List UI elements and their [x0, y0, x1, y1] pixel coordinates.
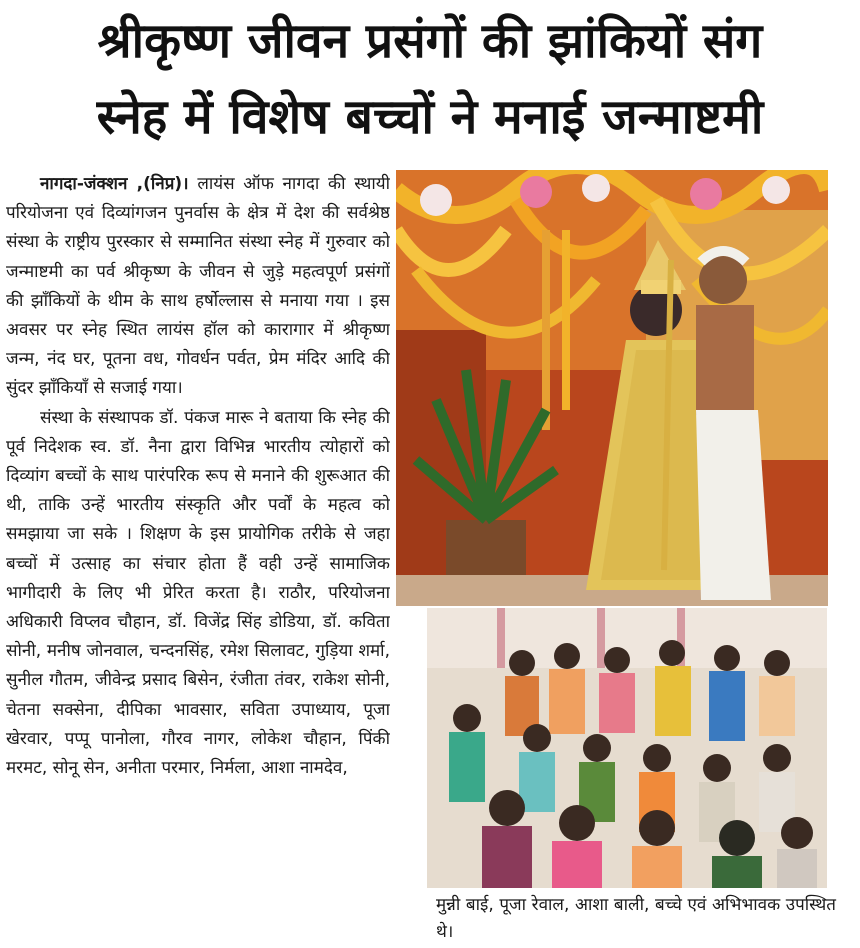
headline: [0, 0, 860, 160]
krishna-tableau-photo: [396, 170, 828, 606]
children-audience-photo: [427, 608, 827, 888]
headline-line-2: स्नेह में विशेष बच्चों ने मनाई जन्माष्टमी: [96, 89, 764, 145]
krishna-tableau-illustration: [396, 170, 828, 606]
article-paragraph-1: [6, 170, 390, 404]
children-audience-illustration: [427, 608, 827, 888]
article-paragraph-2: संस्था के संस्थापक डॉ. पंकज मारू ने बताया कि स्नेह की पूर्व निदेशक स्व. डॉ. नैना द्वारा विभिन्न भारतीय त्योहारों को दिव्यांग बच्चों के साथ पारंपरिक रूप से मनाने की शुरूआत की थी, ताकि उन्हें भारतीय संस्कृति और पर्वों के महत्व को समझाया जा सके । शिक्षण के इस प्रायोगिक तरीके से जहा बच्चों में उत्साह का संचार होता हैं वही उन्हें सामाजिक भागीदारी के लिए भी प्रेरित करता है। राठौर, परियोजना अधिकारी विप्लव चौहान, डॉ. विजेंद्र सिंह डोडिया, डॉ. कविता सोनी, मनीष जोनवाल, चन्दनसिंह, रमेश सिलावट, गुड़िया शर्मा, सुनील गौतम, जीवेन्द्र प्रसाद बिसेन, रंजीता तंवर, राकेश सोनी, चेतना सक्सेना, दीपिका भावसार, सविता उपाध्याय, पूजा खेरवार, पप्पू पानोला, गौरव नागर, लोकेश चौहान, पिंकी मरमट, सोनू सेन, अनीता परमार, निर्मला, आशा नामदेव,: [6, 407, 390, 779]
headline-line-1: श्रीकृष्ण जीवन प्रसंगों की झांकियों संग: [97, 13, 763, 69]
article-continuation: मुन्नी बाई, पूजा रेवाल, आशा बाली, बच्चे एवं अभिभावक उपस्थित थे।: [436, 895, 836, 942]
paragraph-1-text: लायंस ऑफ नागदा की स्थायी परियोजना एवं दिव्यांगजन पुनर्वास के क्षेत्र में देश की सर्वश्रेष्ठ संस्था के राष्ट्रीय पुरस्कार से सम्मानित संस्था स्नेह में गुरुवार को जन्माष्टमी का पर्व श्रीकृष्ण के जीवन से जुड़े महत्वपूर्ण प्रसंगों की झाँकियों के थीम के साथ हर्षोल्लास से मनाया गया । इस अवसर पर स्नेह स्थित लायंस हॉल को कारागार में श्रीकृष्ण जन्म, नंद घर, पूतना वध, गोवर्धन पर्वत, प्रेम मंदिर आदि की सुंदर झाँकियाँ से सजाई गया।: [6, 174, 390, 399]
article-body: [6, 170, 390, 948]
dateline: नागदा-जंक्शन ,(निप्र)।: [40, 174, 189, 194]
